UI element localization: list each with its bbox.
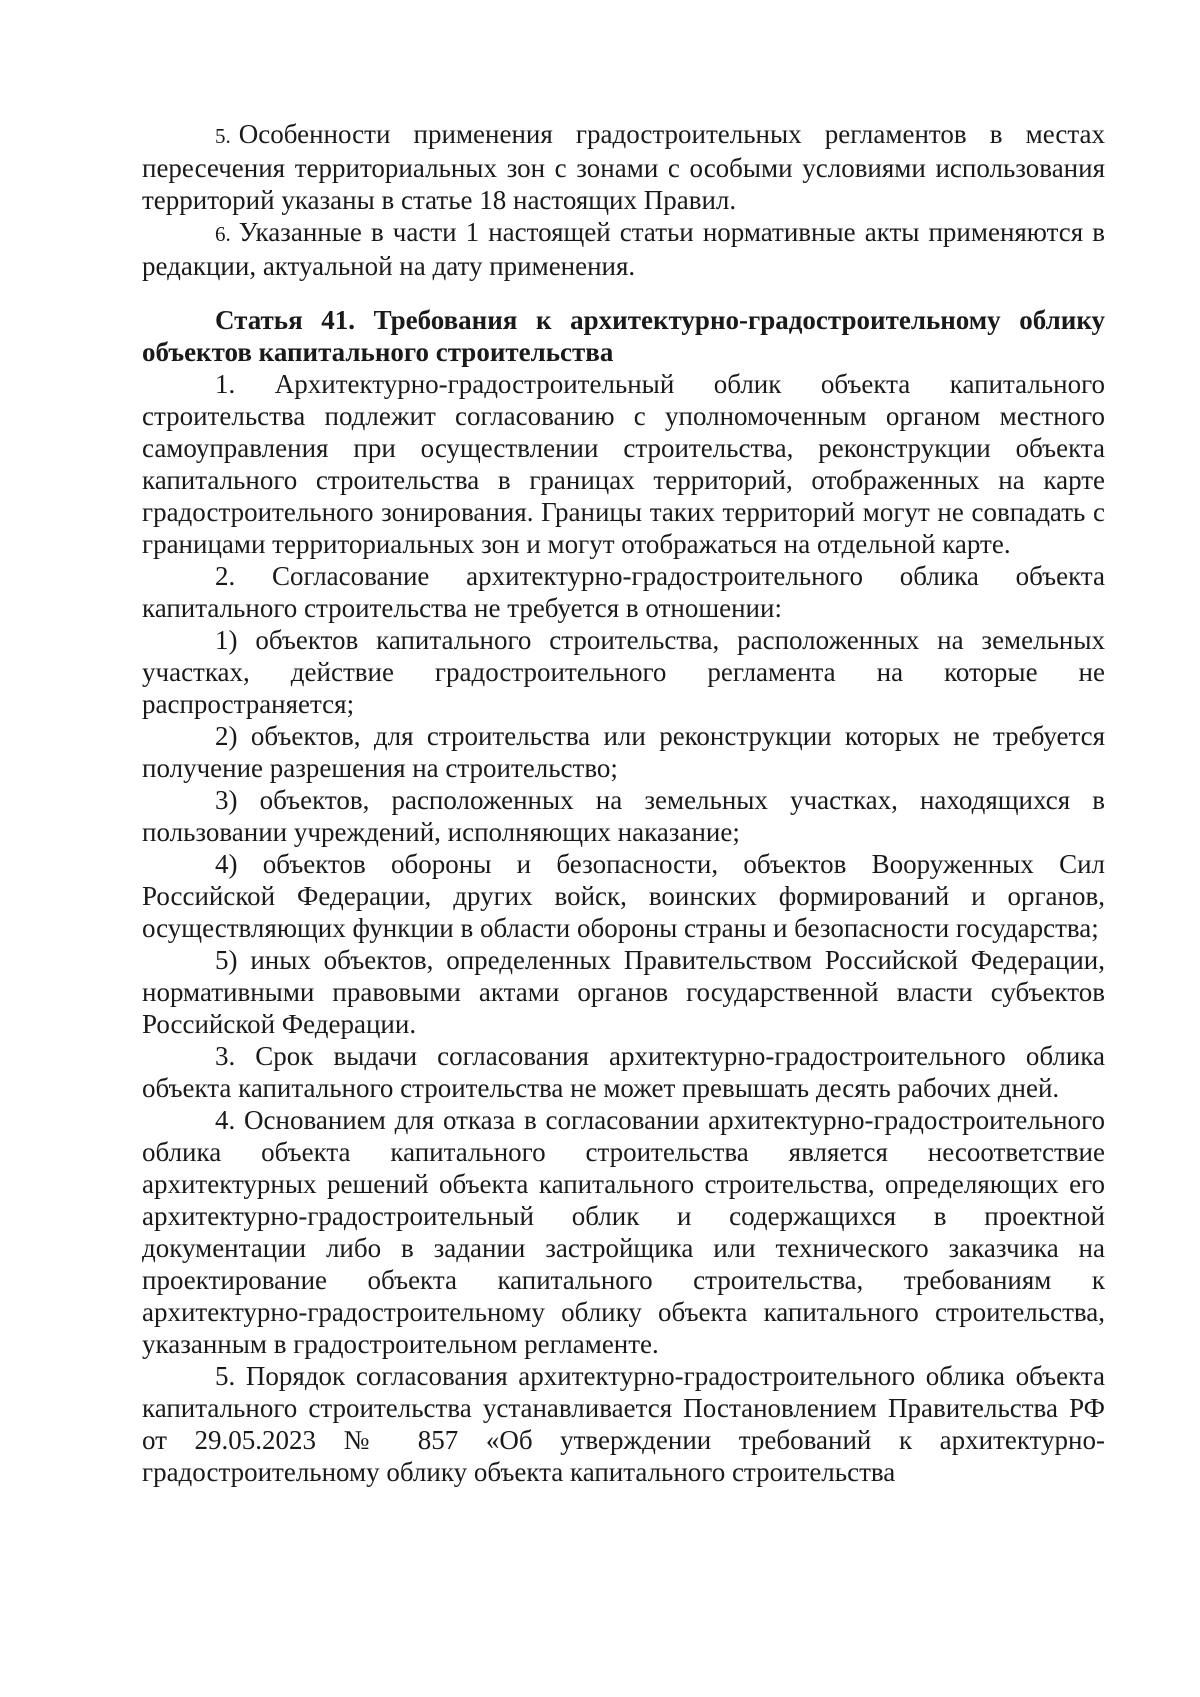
paragraph-text: Особенности применения градостроительных регламентов в местах пересечения территориальных зон с зонами с особыми условиями использования территорий указаны в статье 18 настоящих Правил. [142, 119, 1105, 215]
article-paragraph-3: 3. Срок выдачи согласования архитектурно-градостроительного облика объекта капитального строительства не может превышать десять рабочих дней. [142, 1041, 1105, 1103]
article-subitem-2: 2) объектов, для строительства или реконструкции которых не требуется получение разрешения на строительство; [142, 721, 1105, 783]
article-subitem-3: 3) объектов, расположенных на земельных участках, находящихся в пользовании учреждений, исполняющих наказание; [142, 785, 1105, 847]
article-subitem-5: 5) иных объектов, определенных Правительством Российской Федерации, нормативными правовыми актами органов государственной власти субъектов Российской Федерации. [142, 945, 1105, 1039]
paragraph-number: 5. [215, 124, 231, 148]
paragraph-top-5 [142, 118, 1105, 216]
article-subitem-1: 1) объектов капитального строительства, расположенных на земельных участках, действие градостроительного регламента на которые не распространяется; [142, 625, 1105, 719]
article-heading: Статья 41. Требования к архитектурно-градостроительному облику объектов капитального строительства [142, 305, 1105, 367]
article-subitem-4: 4) объектов обороны и безопасности, объектов Вооруженных Сил Российской Федерации, других войск, воинских формирований и органов, осуществляющих функции в области обороны страны и безопасности государства; [142, 849, 1105, 943]
article-paragraph-4: 4. Основанием для отказа в согласовании архитектурно-градостроительного облика объекта капитального строительства является несоответствие архитектурных решений объекта капитального строительства, определяющих его архитектурно-градостроительный облик и содержащихся в проектной документации либо в задании застройщика или технического заказчика на проектирование объекта капитального строительства, требованиям к архитектурно-градостроительному облику объекта капитального строительства, указанным в градостроительном регламенте. [142, 1105, 1105, 1359]
article-paragraph-5: 5. Порядок согласования архитектурно-градостроительного облика объекта капитального строительства устанавливается Постановлением Правительства РФ от 29.05.2023 № 857 «Об утверждении требований к архитектурно-градостроительному облику объекта капитального строительства [142, 1361, 1105, 1487]
paragraph-text: Указанные в части 1 настоящей статьи нормативные акты применяются в редакции, актуальной на дату применения. [142, 217, 1105, 281]
article-paragraph-1: 1. Архитектурно-градостроительный облик объекта капитального строительства подлежит согласованию с уполномоченным органом местного самоуправления при осуществлении строительства, реконструкции объекта капитального строительства в границах территорий, отображенных на карте градостроительного зонирования. Границы таких территорий могут не совпадать с границами территориальных зон и могут отображаться на отдельной карте. [142, 369, 1105, 559]
paragraph-top-6 [142, 216, 1105, 282]
paragraph-number: 6. [215, 222, 231, 246]
article-paragraph-2: 2. Согласование архитектурно-градостроительного облика объекта капитального строительства не требуется в отношении: [142, 561, 1105, 623]
